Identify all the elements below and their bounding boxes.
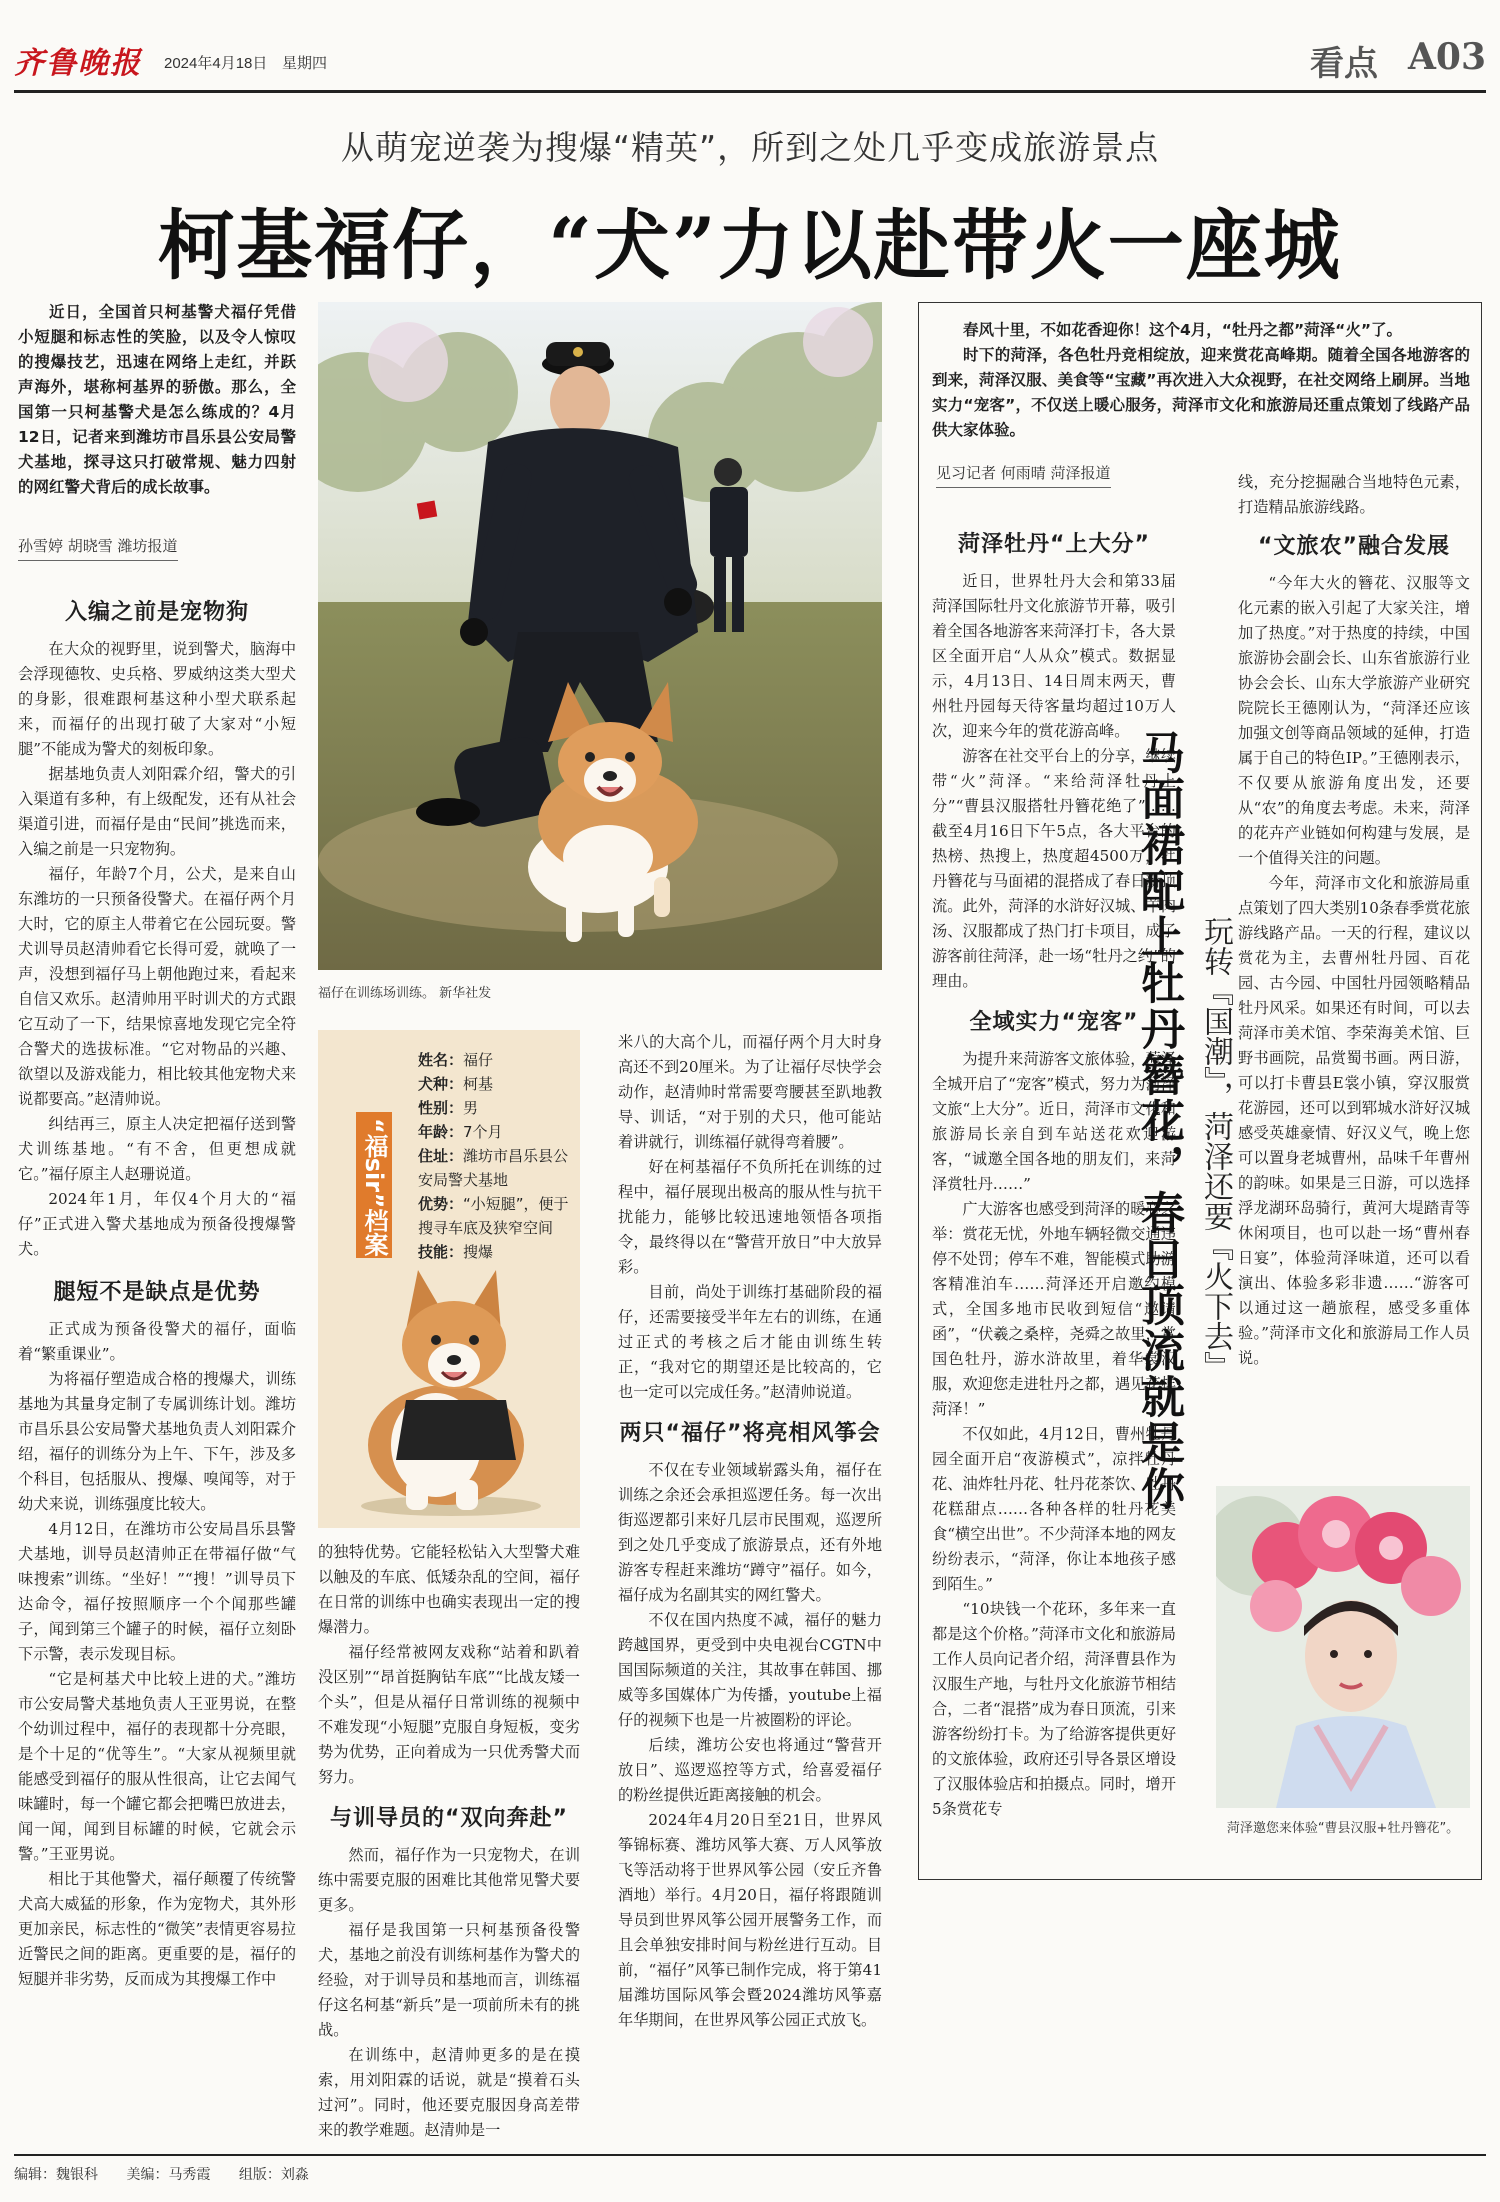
paragraph: 后续，潍坊公安也将通过“警营开放日”、巡逻巡控等方式，给喜爱福仔的粉丝提供近距离接触的机会。 — [618, 1736, 882, 1804]
paragraph: 正式成为预备役警犬的福仔，面临着“繁重课业”。 — [18, 1320, 296, 1363]
paragraph: 的独特优势。它能轻松钻入大型警犬难以触及的车底、低矮杂乱的空间，福仔在日常的训练中也确实表现出一定的搜爆潜力。 — [318, 1543, 580, 1636]
paragraph: 游客在社交平台上的分享，继续带“火”菏泽。“来给菏泽牡丹上分”“曹县汉服搭牡丹簪花绝了”……截至4月16日下午5点，各大平台的热榜、热搜上，热度超4500万，牡丹簪花与马面裙的混搭成了春日新顶流。此外，菏泽的水浒好汉城、羊肉汤、汉服都成了热门打卡项目，成了游客前往菏泽，赴一场“牡丹之约”的理由。 — [932, 747, 1176, 990]
paragraph: 不仅在专业领域崭露头角，福仔在训练之余还会承担巡逻任务。每一次出街巡逻都引来好几层市民围观，巡逻所到之处几乎变成了旅游景点，还有外地游客专程赶来潍坊“蹲守”福仔。如今，福仔成为名副其实的网红警犬。 — [618, 1461, 882, 1604]
photo-training-illustration — [318, 302, 882, 970]
headline-kicker: 从萌宠逆袭为搜爆“精英”，所到之处几乎变成旅游景点 — [340, 128, 1160, 167]
paragraph: 为将福仔塑造成合格的搜爆犬，训练基地为其量身定制了专属训练计划。潍坊市昌乐县公安局警犬基地负责人刘阳霖介绍，福仔的训练分为上午、下午，涉及多个科目，包括服从、搜爆、嗅闻等，对于幼犬来说，训练强度比较大。 — [18, 1370, 296, 1513]
paragraph: 福仔是我国第一只柯基预备役警犬，基地之前没有训练柯基作为警犬的经验，对于训导员和基地而言，训练福仔这名柯基“新兵”是一项前所未有的挑战。 — [318, 1921, 580, 2039]
issue-date: 2024年4月18日 — [164, 55, 268, 72]
dossier-field-value: “小短腿”，便于搜寻车底及狭窄空间 — [418, 1195, 569, 1237]
paragraph: 广大游客也感受到菏泽的暖心之举：赏花无忧，外地车辆轻微交通违停不处罚；停车不难，智能模式助游客精准泊车……菏泽还开启邀约模式，全国多地市民收到短信“邀请函”，“伏羲之桑梓，尧舜之故里，赏国色牡丹，游水浒故里，着华裳汉服，欢迎您走进牡丹之都，遇见花样菏泽！” — [932, 1200, 1176, 1418]
dossier-field-value: 潍坊市昌乐县公安局警犬基地 — [418, 1147, 569, 1189]
dossier-field-label: 住址： — [418, 1147, 464, 1165]
section-name: 看点 — [1310, 44, 1378, 84]
paragraph: 2024年1月，年仅4个月大的“福仔”正式进入警犬基地成为预备役搜爆警犬。 — [18, 1190, 296, 1258]
paragraph: 纠结再三，原主人决定把福仔送到警犬训练基地。“有不舍，但更想成就它。”福仔原主人赵珊说道。 — [18, 1115, 296, 1183]
heze-intro — [932, 318, 1470, 443]
paragraph: 近日，世界牡丹大会和第33届菏泽国际牡丹文化旅游节开幕，吸引着全国各地游客来菏泽打卡，各大景区全面开启“人从众”模式。数据显示，4月13日、14日周末两天，曹州牡丹园每天待客量均超过10万人次，迎来今年的赏花游高峰。 — [932, 572, 1176, 740]
heze-subhead-2: 全域实力“宠客” — [969, 1010, 1139, 1035]
paragraph: “它是柯基犬中比较上进的犬。”潍坊市公安局警犬基地负责人王亚男说，在整个幼训过程中，福仔的表现都十分亮眼，是个十足的“优等生”。“大家从视频里就能感受到福仔的服从性很高，让它去闻气味罐时，每一个罐它都会把嘴巴放进去，闻一闻，闻到目标罐的时候，它就会示警。”王亚男说。 — [18, 1670, 296, 1863]
footer — [14, 2164, 309, 2184]
subhead-3: 与训导员的“双向奔赴” — [330, 1806, 568, 1831]
dossier-field — [418, 1072, 572, 1096]
dossier-field-label: 犬种： — [418, 1075, 464, 1093]
dossier-box — [318, 1030, 580, 1528]
lead-text: 近日，全国首只柯基警犬福仔凭借小短腿和标志性的笑脸，以及令人惊叹的搜爆技艺，迅速在网络上走红，并跃声海外，堪称柯基界的骄傲。那么，全国第一只柯基警犬是怎么练成的？4月12日，记者来到潍坊市昌乐县公安局警犬基地，探寻这只打破常规、魅力四射的网红警犬背后的成长故事。 — [18, 303, 296, 496]
footer-proof: 组版：刘淼 — [238, 2167, 309, 2183]
dossier-field — [418, 1240, 572, 1264]
paragraph: 为提升来菏游客文旅体验，菏泽全城开启了“宠客”模式，努力为菏泽文旅“上大分”。近日，菏泽市文化和旅游局长亲自到车站送花欢迎游客，“诚邀全国各地的朋友们，来菏泽赏牡丹……” — [932, 1050, 1176, 1193]
paragraph: 在大众的视野里，说到警犬，脑海中会浮现德牧、史兵格、罗威纳这类大型犬的身影，很难跟柯基这种小型犬联系起来，而福仔的出现打破了大家对“小短腿”不能成为警犬的刻板印象。 — [18, 640, 296, 758]
masthead — [14, 30, 1486, 88]
dossier-field-value: 搜爆 — [463, 1243, 494, 1261]
dossier-title: “福sir”档案 — [360, 1118, 388, 1257]
heze-byline-wrap — [936, 462, 1111, 488]
paragraph: 米八的大高个儿，而福仔两个月大时身高还不到20厘米。为了让福仔尽快学会动作，赵清帅时常需要弯腰甚至趴地教导、训话，“对于别的犬只，他可能站着讲就行，训练福仔就得弯着腰”。 — [618, 1033, 882, 1151]
dossier-fields — [418, 1048, 572, 1264]
paragraph: 相比于其他警犬，福仔颠覆了传统警犬高大威猛的形象，作为宠物犬，其外形更加亲民，标志性的“微笑”表情更容易拉近警民之间的距离。更重要的是，福仔的短腿并非劣势，反而成为其搜爆工作中 — [18, 1870, 296, 1988]
headline-title: 柯基福仔，“犬”力以赴带火一座城 — [158, 201, 1342, 290]
paragraph: 今年，菏泽市文化和旅游局重点策划了四大类别10条春季赏花旅游线路产品。一天的行程，建议以赏花为主，去曹州牡丹园、百花园、古今园、中国牡丹园领略精品牡丹风采。如果还有时间，可以去菏泽市美术馆、李荣海美术馆、巨野书画院，品赏蜀书画。两日游，可以打卡曹县E裳小镇，穿汉服赏花游园，还可以到郓城水浒好汉城感受英雄豪情、好汉义气，晚上您可以置身老城曹州，品味千年曹州的韵味。如果是三日游，可以选择浮龙湖环岛骑行，黄河大堤踏青等休闲项目，也可以赴一场“曹州春日宴”，体验菏泽味道，还可以看演出、体验多彩非遗……“游客可以通过这一趟旅程，感受多重体验。”菏泽市文化和旅游局工作人员说。 — [1238, 874, 1470, 1367]
dossier-tag — [356, 1112, 392, 1258]
paragraph: 好在柯基福仔不负所托在训练的过程中，福仔展现出极高的服从性与抗干扰能力，能够比较迅速地领悟各项指令，最终得以在“警营开放日”中大放异彩。 — [618, 1158, 882, 1276]
page-number: A03 — [1407, 36, 1486, 78]
footer-editor: 编辑：魏银科 — [14, 2167, 98, 2183]
dossier-field — [418, 1120, 572, 1144]
dossier-field-label: 性别： — [418, 1099, 464, 1117]
photo-training-caption: 福仔在训练场训练。 新华社发 — [318, 986, 492, 1001]
heze-intro-2: 时下的菏泽，各色牡丹竞相绽放，迎来赏花高峰期。随着全国各地游客的到来，菏泽汉服、美食等“宝藏”再次进入大众视野，在社交网络上刷屏。当地实力“宠客”，不仅送上暖心服务，菏泽市文化和旅游局还重点策划了线路产品供大家体验。 — [932, 346, 1470, 439]
dossier-field-label: 姓名： — [418, 1051, 464, 1069]
paper-logo: 齐鲁晚报 — [14, 46, 142, 81]
dossier-field-label: 优势： — [418, 1195, 464, 1213]
subhead-2: 腿短不是缺点是优势 — [53, 1280, 261, 1305]
photo-hanfu-caption: 菏泽邀您来体验“曹县汉服+牡丹簪花”。 — [1226, 1821, 1460, 1836]
dossier-field-label: 年龄： — [418, 1123, 464, 1141]
heze-byline: 见习记者 何雨晴 菏泽报道 — [936, 462, 1111, 488]
footer-rule — [14, 2154, 1486, 2156]
dossier-field-value: 柯基 — [463, 1075, 494, 1093]
heze-subhead-1: 菏泽牡丹“上大分” — [958, 532, 1150, 557]
paragraph: 然而，福仔作为一只宠物犬，在训练中需要克服的困难比其他常见警犬要更多。 — [318, 1846, 580, 1914]
lead-block — [18, 300, 296, 500]
column-3 — [618, 1030, 882, 2033]
heze-vertical-subtitle: 玩转『国潮』，菏泽还要『火下去』 — [1198, 916, 1233, 1381]
dossier-field-value: 7个月 — [463, 1123, 503, 1141]
masthead-rule — [14, 90, 1486, 93]
photo-training — [318, 302, 882, 970]
paragraph: 2024年4月20日至21日，世界风筝锦标赛、潍坊风筝大赛、万人风筝放飞等活动将于世界风筝公园（安丘齐鲁酒地）举行。4月20日，福仔将跟随训导员到世界风筝公园开展警务工作，而且会单独安排时间与粉丝进行互动。目前，“福仔”风筝已制作完成，将于第41届潍坊国际风筝会暨2024潍坊风筝嘉年华期间，在世界风筝公园正式放飞。 — [618, 1811, 882, 2029]
dossier-field — [418, 1096, 572, 1120]
heze-intro-1: 春风十里，不如花香迎你！这个4月，“牡丹之都”菏泽“火”了。 — [963, 321, 1403, 339]
dossier-corgi-illustration — [346, 1270, 556, 1520]
issue-weekday: 星期四 — [282, 54, 328, 72]
dossier-field — [418, 1144, 572, 1192]
dossier-field-value: 男 — [463, 1099, 479, 1117]
footer-designer: 美编：马秀霞 — [126, 2167, 211, 2183]
paragraph: 目前，尚处于训练打基础阶段的福仔，还需要接受半年左右的训练，在通过正式的考核之后才能由训练生转正，“我对它的期望还是比较高的，它也一定可以完成任务。”赵清帅说道。 — [618, 1283, 882, 1401]
dossier-field — [418, 1048, 572, 1072]
lead-byline: 孙雪婷 胡晓雪 潍坊报道 — [18, 535, 178, 561]
photo-hanfu — [1216, 1486, 1470, 1808]
paragraph: 4月12日，在潍坊市公安局昌乐县警犬基地，训导员赵清帅正在带福仔做“气味搜索”训练。“坐好！”“搜！”训导员下达命令，福仔按照顺序一个个闻那些罐子，闻到第三个罐子的时候，福仔立刻卧下示警，表示发现目标。 — [18, 1520, 296, 1663]
paragraph: 不仅在国内热度不减，福仔的魅力跨越国界，更受到中央电视台CGTN中国国际频道的关注，其故事在韩国、挪威等多国媒体广为传播，youtube上福仔的视频下也是一片被圈粉的评论。 — [618, 1611, 882, 1729]
heze-subhead-3: “文旅农”融合发展 — [1258, 534, 1450, 559]
subhead-1: 入编之前是宠物狗 — [64, 600, 249, 625]
paragraph: 线，充分挖掘融合当地特色元素，打造精品旅游线路。 — [1238, 473, 1470, 516]
subhead-4: 两只“福仔”将亮相风筝会 — [619, 1421, 881, 1446]
heze-vertical-title: 马面裙配上牡丹簪花，春日顶流就是你 — [1133, 730, 1184, 1512]
dossier-field-value: 福仔 — [463, 1051, 494, 1069]
lead-byline-wrap — [18, 535, 178, 561]
dossier-field-label: 技能： — [418, 1243, 464, 1261]
paragraph: 不仅如此，4月12日，曹州牡丹园全面开启“夜游模式”，凉拌牡丹花、油炸牡丹花、牡丹花茶饮、牡丹花糕甜点……各种各样的牡丹花美食“横空出世”。不少菏泽本地的网友纷纷表示，“菏泽，你让本地孩子感到陌生。” — [932, 1425, 1176, 1593]
paragraph: 福仔，年龄7个月，公犬，是来自山东潍坊的一只预备役警犬。在福仔两个月大时，它的原主人带着它在公园玩耍。警犬训导员赵清帅看它长得可爱，就唤了一声，没想到福仔马上朝他跑过来，看起来自信又欢乐。赵清帅用平时训犬的方式跟它互动了一下，结果惊喜地发现它完全符合警犬的选拔标准。“它对物品的兴趣、欲望以及游戏能力，相比较其他宠物犬来说都要高。”赵清帅说。 — [18, 865, 296, 1108]
paragraph: 福仔经常被网友戏称“站着和趴着没区别”“昂首挺胸钻车底”“比战友矮一个头”，但是从福仔日常训练的视频中不难发现“小短腿”克服自身短板，变劣势为优势，正向着成为一只优秀警犬而努力。 — [318, 1643, 580, 1786]
column-2 — [318, 1540, 580, 2143]
paragraph: 在训练中，赵清帅更多的是在摸索，用刘阳霖的话说，就是“摸着石头过河”。同时，他还要克服因身高差带来的教学难题。赵清帅是一 — [318, 2046, 580, 2139]
photo-hanfu-illustration — [1216, 1486, 1470, 1808]
heze-column-right — [1238, 470, 1470, 1371]
paragraph: “10块钱一个花环，多年来一直都是这个价格。”菏泽市文化和旅游局工作人员向记者介绍，菏泽曹县作为汉服生产地，与牡丹文化旅游节相结合，二者“混搭”成为春日顶流，引来游客纷纷打卡。为了给游客提供更好的文旅体验，政府还引导各景区增设了汉服体验店和拍摄点。同时，增开5条赏花专 — [932, 1600, 1176, 1818]
column-1 — [18, 600, 296, 1992]
dossier-field — [418, 1192, 572, 1240]
paragraph: 据基地负责人刘阳霖介绍，警犬的引入渠道有多种，有上级配发，还有从社会渠道引进，而福仔是由“民间”挑选而来，入编之前是一只宠物狗。 — [18, 765, 296, 858]
paragraph: “今年大火的簪花、汉服等文化元素的嵌入引起了大家关注，增加了热度。”对于热度的持续，中国旅游协会副会长、山东省旅游行业协会会长、山东大学旅游产业研究院院长王德刚认为，“菏泽还应该加强文创等商品领域的延伸，打造属于自己的特色IP。”王德刚表示，不仅要从旅游角度出发，还要从“农”的角度去考虑。未来，菏泽的花卉产业链如何构建与发展，是一个值得关注的问题。 — [1238, 574, 1470, 867]
